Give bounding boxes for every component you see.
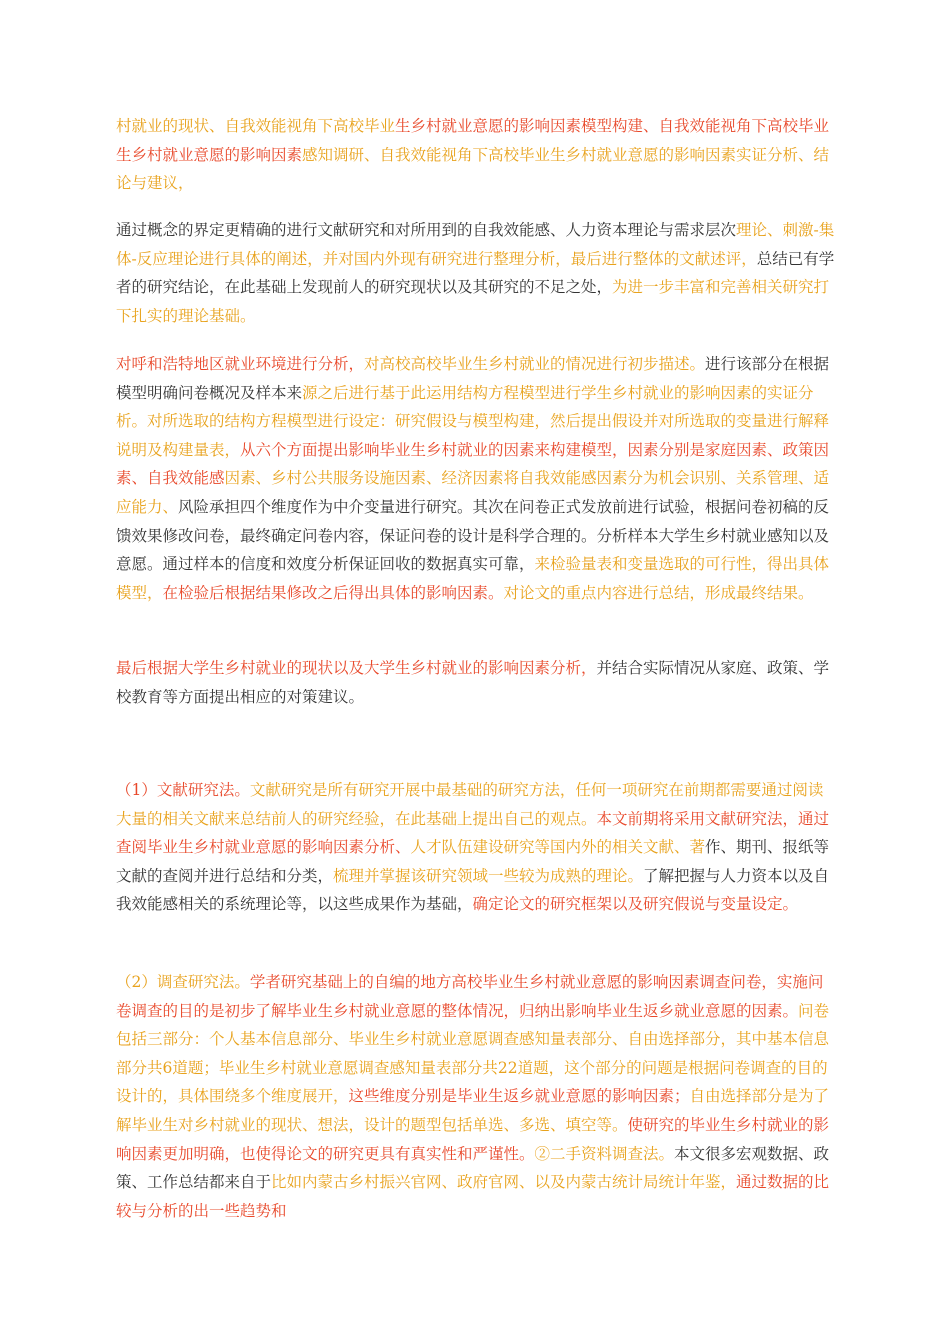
text-segment: 感知调研、自我效能视角下高校毕业生乡村就业意愿的影响因素实证分析、结论与建议， (116, 145, 830, 193)
text-segment: （2）调查研究法。 (116, 973, 250, 991)
text-segment: 自我效能视角下高校毕业 (224, 117, 396, 135)
text-segment: 本文很多宏观数据、政策、工作总结都来自于 (116, 1144, 830, 1192)
text-segment: 通过数据的比较与分析的出一些趋势和 (116, 1173, 830, 1220)
text-segment: 文献研究是所有研究开展中最基础的研究方法，任何一项研究在前期都需要通过阅读大量的相关文献来总结前人的研究经验，在此基础上提出自己的观点。 (116, 781, 824, 828)
paragraph-literature-review (116, 216, 836, 330)
text-segment: 因素、乡村公共服务设施因素、经济因素将自我效能感因素分为机会识别、关系管理、适应能力、 (116, 469, 830, 516)
text-segment: 生乡村就业意愿的影响因素模型构建、自我效能视角下高校毕业生乡村就业意愿的影响因素 (116, 117, 830, 164)
text-segment: 对高校高校毕业生乡村就业的情况进行初步描述。 (364, 355, 706, 373)
text-segment: 通过概念的界定更精确的进行文献研究和对所用到的自我效能感、人力资本理论与需求层次 (116, 221, 737, 239)
text-segment: 总结已有学者的研究结论，在此基础上发现前人的研究现状以及其研究的不足之处， (116, 249, 835, 297)
text-segment: 作、期刊、报纸等文献的查阅并进行总结和分类， (116, 838, 830, 885)
text-segment: 村就业的现状、 (116, 117, 225, 135)
text-segment: 梳理并掌握该研究领域一些较为成熟的理论。 (333, 866, 644, 885)
text-segment: 进行该部分在根据模型明确问卷概况及样本来 (116, 355, 830, 402)
paragraph-research-content (116, 112, 836, 198)
text-segment: 本文前期将采用文献研究法，通过查阅毕业生乡村就业意愿的影响因素分析、 (116, 809, 830, 857)
text-segment: 对论文的重点内容进行总结，形成最终结果。 (503, 583, 814, 602)
paragraph-empirical-analysis (116, 350, 836, 607)
text-segment: 比如内蒙古乡村振兴官网、政府官网、以及内蒙古统计局统计年鉴， (271, 1173, 737, 1192)
text-segment: （1）文献研究法。 (116, 781, 250, 799)
text-segment: 并结合实际情况从家庭、政策、学校教育等方面提出相应的对策建议。 (116, 659, 830, 706)
text-segment: 学者研究基础上的自编的地方高校毕业生乡村就业意愿的影响因素调查问卷，实施问卷调查的目的是初步了解毕业生乡村就业意愿的整体情况，归纳出影响毕业生返乡就业意愿的因素。 (116, 973, 824, 1020)
text-segment: 风险承担四个维度作为中介变量进行研究。其次在问卷正式发放前进行试验，根据问卷初稿的反馈效果修改问卷，最终确定问卷内容，保证问卷的设计是科学合理的。分析样本大学生乡村就业感知以及意愿。通过样本的信度和效度分析保证回收的数据真实可靠， (116, 497, 830, 574)
text-segment: 使研究的毕业生乡村就业的影响因素更加明确，也使得论文的研究更具有真实性和严谨性。 (116, 1115, 830, 1163)
text-segment: 在检验后根据结果修改之后得出具体的影响因素。 (162, 583, 504, 602)
text-segment: 自由选择部分是为了解毕业生对乡村就业的现状、想法，设计的题型包括单选、多选、填空等。 (116, 1087, 830, 1134)
text-segment: 问卷包括三部分：个人基本信息部分、毕业生乡村就业意愿调查感知量表部分、自由选择部分，其中基本信息部分共6道题；毕业生乡村就业意愿调查感知量表部分共22道题，这个部分的问题是根据问卷调查的目的设计的，具体围绕多个维度展开， (116, 1001, 830, 1106)
text-segment: 对呼和浩特地区就业环境进行分析， (116, 355, 365, 373)
text-segment: 从六个方面提出影响毕业生乡村就业的因素来构建模型，因素分别是家庭因素、政策因素、自我效能感 (116, 440, 830, 488)
text-segment: 理论、刺激-集体-反应理论进行具体的阐述，并对国内外现有研究进行整理分析，最后进行整体的文献述评， (116, 221, 835, 268)
text-segment: 源之后进行基于此运用结构方程模型进行学生乡村就业的影响因素的实证分析。对所选取的结构方程模型进行设定：研究假设与模型构建，然后提出假设并对所选取的变量进行解释说明及构建量表， (116, 383, 830, 459)
text-segment: 这些维度分别是毕业生返乡就业意愿的影响因素； (348, 1087, 690, 1106)
text-segment: 最后根据大学生乡村就业的现状以及大学生乡村就业的影响因素分析， (116, 659, 597, 677)
paragraph-literature-method (116, 776, 836, 919)
text-segment: 来检验量表和变量选取的可行性，得出具体模型， (116, 555, 830, 602)
text-segment: 确定论文的研究框架以及研究假说与变量设定。 (472, 895, 799, 914)
text-segment: 为进一步丰富和完善相关研究打下扎实的理论基础。 (116, 278, 830, 325)
text-segment: 人才队伍建设研究等国内外的相关文献、著 (410, 838, 706, 857)
text-segment: ②二手资料调查法。 (534, 1144, 675, 1163)
text-segment: 了解把握与人力资本以及自我效能感相关的系统理论等，以这些成果作为基础， (116, 866, 830, 914)
paragraph-countermeasures (116, 654, 836, 711)
paragraph-survey-method (116, 968, 836, 1225)
